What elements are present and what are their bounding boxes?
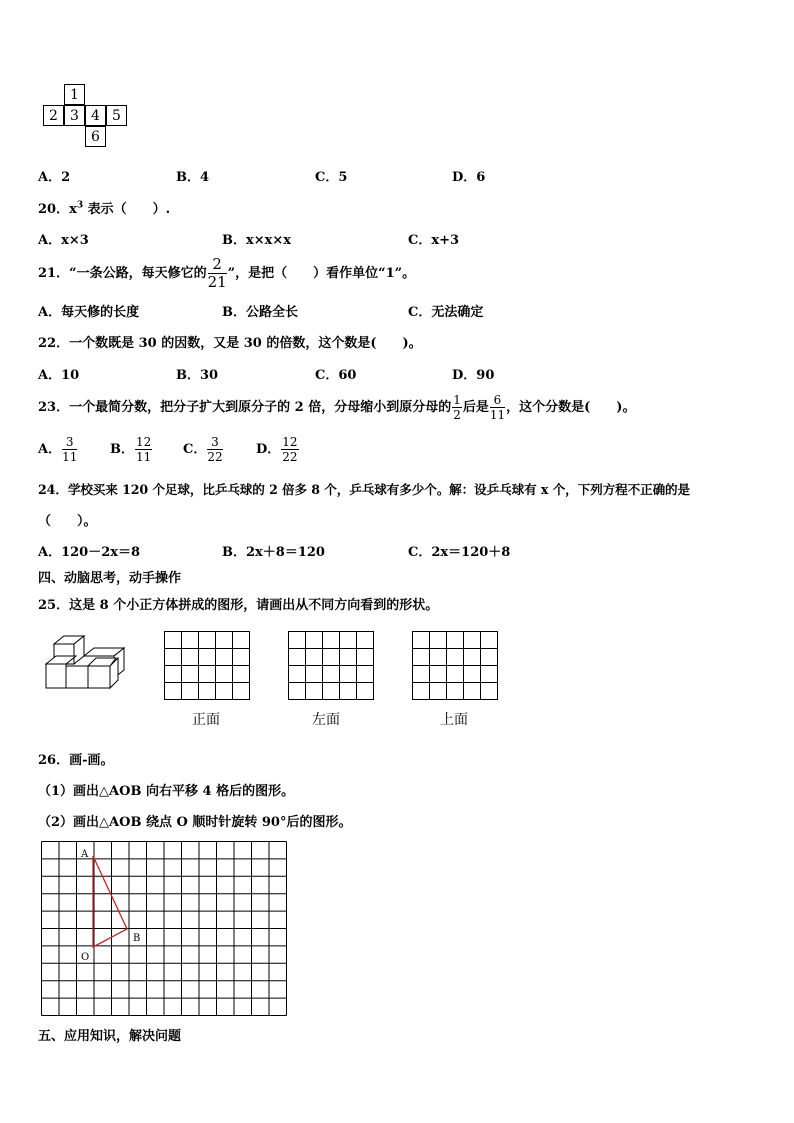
question-text: ，这个分数是( )。 [506,400,636,415]
option[interactable]: A．10 [38,368,80,383]
option[interactable]: A．每天修的长度 [38,305,140,320]
option[interactable]: C．5 [315,170,348,185]
option[interactable]: C． $\frac{3}{22}$ [183,435,223,464]
label-a: A [81,849,89,860]
option[interactable]: B．2x＋8＝120 [222,545,325,560]
fraction: $\frac{1}{2}$ [453,393,461,422]
option[interactable]: A． $\frac{3}{11}$ [38,435,78,464]
option[interactable]: A．2 [38,170,71,185]
option[interactable]: A．120－2x＝8 [38,545,141,560]
drawing-grid[interactable] [41,841,287,1016]
option[interactable]: C．无法确定 [408,305,484,320]
option[interactable]: C．x+3 [408,233,460,248]
option[interactable]: B． $\frac{12}{11}$ [110,435,152,464]
fraction: $\frac{6}{11}$ [489,393,506,422]
fraction: $\frac{2}{21}$ [207,255,227,291]
question-26-part1: （1）画出△AOB 向右平移 4 格后的图形。 [38,784,295,799]
question-text: 20．x [38,202,77,217]
question-26: 26．画-画。 [38,753,114,768]
option[interactable]: A．x×3 [38,233,89,248]
grid-caption: 正面 [192,712,220,728]
option[interactable]: B．公路全长 [222,305,298,320]
grid-lines [288,631,374,700]
view-grid-left[interactable] [288,631,374,700]
question-25: 25．这是 8 个小正方体拼成的图形，请画出从不同方向看到的形状。 [38,598,439,613]
net-cell: 3 [64,105,85,126]
question-text: ”，是把（ ）看作单位“1”。 [227,266,416,281]
view-grid-front[interactable] [164,631,250,700]
question-text: 表示（ ）. [83,202,171,217]
grid-lines [412,631,498,700]
exponent: 3 [76,200,84,211]
view-grid-top[interactable] [412,631,498,700]
option[interactable]: D． $\frac{12}{22}$ [256,435,298,464]
grid-caption: 上面 [440,712,468,728]
grid-caption: 左面 [312,712,340,728]
question-20 [38,198,170,217]
label-b: B [133,933,141,944]
section-heading: 四、动脑思考，动手操作 [38,571,182,586]
net-cell: 1 [64,84,85,105]
question-22: 22．一个数既是 30 的因数，又是 30 的倍数，这个数是( )。 [38,336,422,351]
net-cell: 4 [85,105,106,126]
question-text: 23．一个最简分数，把分子扩大到原分子的 2 倍，分母缩小到原分母的 [38,400,452,415]
net-cell: 5 [106,105,127,126]
net-cell: 2 [43,105,64,126]
option[interactable]: C．60 [315,368,357,383]
question-24: 24．学校买来 120 个足球，比乒乓球的 2 倍多 8 个，乒乓球有多少个。解：设乒乓球有 x 个，下列方程不正确的是 [38,482,691,497]
question-26-part2: （2）画出△AOB 绕点 O 顺时针旋转 90°后的图形。 [38,815,352,830]
option[interactable]: B．30 [176,368,219,383]
question-23 [38,390,635,426]
option[interactable]: D．6 [452,170,486,185]
option[interactable]: C．2x＝120＋8 [408,545,511,560]
cube-figure [40,630,130,700]
net-cell: 6 [85,126,106,147]
question-text: 后是 [462,400,489,415]
option[interactable]: B．4 [176,170,210,185]
option[interactable]: B．x×x×x [222,233,292,248]
grid-lines [164,631,250,700]
question-text: 21．“一条公路，每天修它的 [38,266,207,281]
question-24-blank: （ ）。 [38,514,97,529]
question-21 [38,254,415,294]
label-o: O [81,952,90,963]
section-heading: 五、应用知识，解决问题 [38,1029,182,1044]
triangle-aob [93,856,127,947]
grid-lines [42,842,287,1016]
option[interactable]: D．90 [452,368,495,383]
